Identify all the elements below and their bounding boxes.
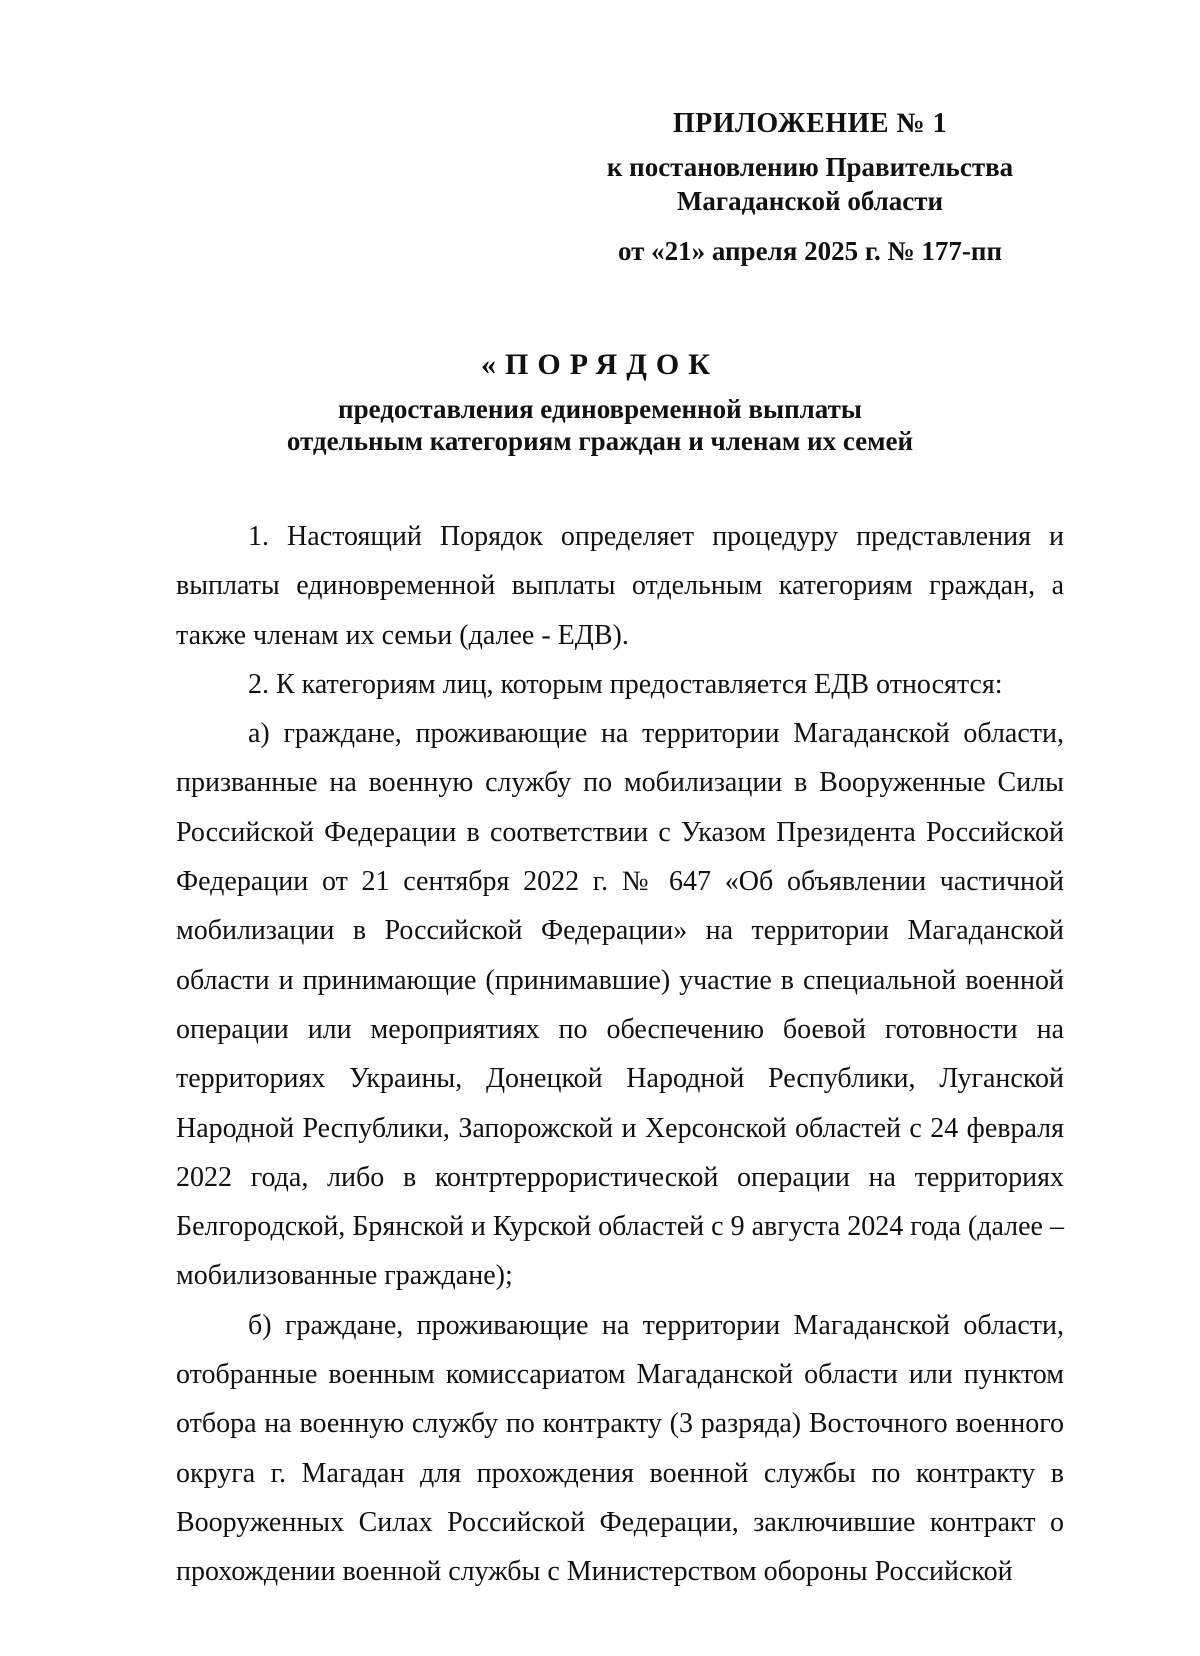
- paragraph-3-item-a: а) граждане, проживающие на территории Магаданской области, призванные на военную службу по мобилизации в Вооруженные Силы Российской Федерации в соответствии с Указом Президента Российской Федерации от 21 сентября 2022 г. № 647 «Об объявлении частичной мобилизации в Российской Федерации» на территории Магаданской области и принимающие (принимавшие) участие в специальной военной операции или мероприятиях по обеспечению боевой готовности на территориях Украины, Донецкой Народной Республики, Луганской Народной Республики, Запорожской и Херсонской областей с 24 февраля 2022 года, либо в контртеррористической операции на территориях Белгородской, Брянской и Курской областей с 9 августа 2024 года (далее – мобилизованные граждане);: [176, 718, 1064, 1292]
- decree-reference-line-2: Магаданской области: [676, 186, 944, 216]
- decree-date-number: от «21» апреля 2025 г. № 177-пп: [617, 236, 1003, 266]
- appendix-title: ПРИЛОЖЕНИЕ № 1: [672, 108, 948, 139]
- decree-reference-line-1: к постановлению Правительства: [606, 152, 1014, 182]
- document-subtitle-line-2: отдельным категориям граждан и членам их семей: [286, 426, 914, 456]
- document-subtitle-line-1: предоставления единовременной выплаты: [338, 394, 862, 424]
- paragraph-2: 2. К категориям лиц, которым предоставляется ЕДВ относятся:: [248, 668, 1003, 700]
- paragraph-4-item-b: б) граждане, проживающие на территории Магаданской области, отобранные военным комиссариатом Магаданской области или пунктом отбора на военную службу по контракту (3 разряда) Восточного военного округа г. Магадан для прохождения военной службы по контракту в Вооруженных Силах Российской Федерации, заключившие контракт о прохождении военной службы с Министерством обороны Российской: [176, 1309, 1064, 1588]
- document-body: [176, 512, 1064, 1597]
- document-title: «ПОРЯДОК: [481, 348, 719, 381]
- paragraph-1: 1. Настоящий Порядок определяет процедуру представления и выплаты единовременной выплаты отдельным категориям граждан, а также членам их семьи (далее - ЕДВ).: [176, 521, 1064, 651]
